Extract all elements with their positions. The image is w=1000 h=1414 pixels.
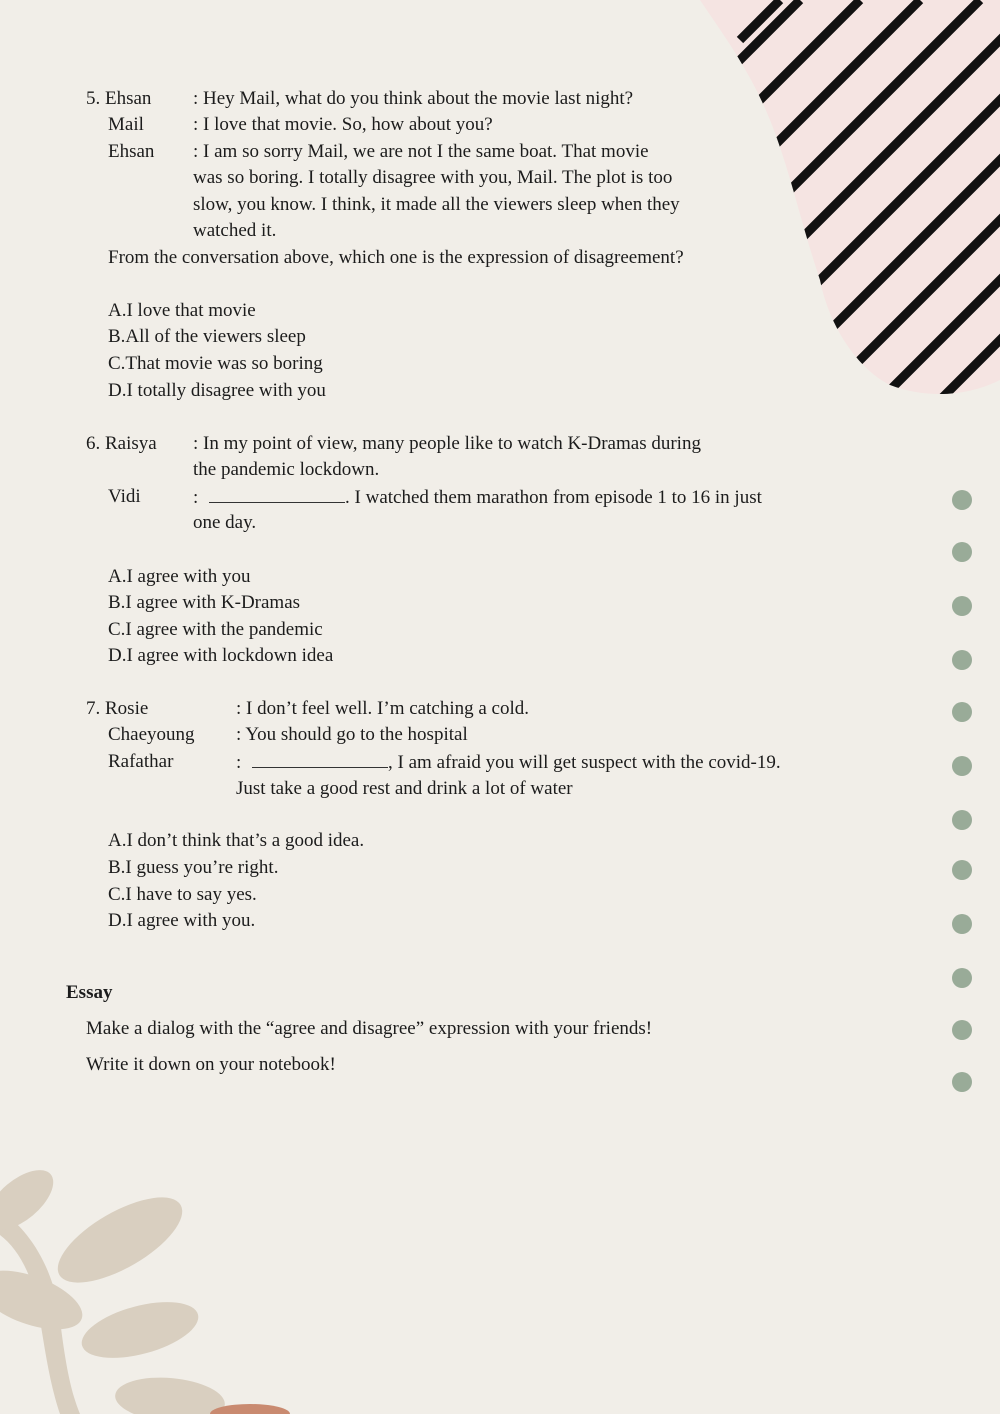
q7-option-b[interactable]: B.I guess you’re right. — [108, 857, 279, 878]
q5-line-3c: slow, you know. I think, it made all the viewers sleep when they — [193, 194, 680, 215]
q7-option-d[interactable]: D.I agree with you. — [108, 910, 256, 931]
dot — [952, 490, 972, 510]
striped-pink-shape — [700, 0, 1000, 430]
q5-option-b[interactable]: B.All of the viewers sleep — [108, 326, 306, 347]
q7-answer-line — [236, 749, 781, 776]
q5-speaker-2: Mail — [108, 114, 144, 135]
q5-question: From the conversation above, which one is the expression of disagreement? — [108, 247, 684, 268]
q6-option-d[interactable]: D.I agree with lockdown idea — [108, 645, 334, 666]
q7-line-3b: Just take a good rest and drink a lot of water — [236, 778, 573, 799]
q6-line-1b: the pandemic lockdown. — [193, 459, 380, 480]
dot — [952, 542, 972, 562]
q5-speaker-3: Ehsan — [108, 141, 155, 162]
q5-option-a[interactable]: A.I love that movie — [108, 300, 256, 321]
dot — [952, 968, 972, 988]
q6-answer-line — [193, 484, 762, 511]
q5-line-1: : Hey Mail, what do you think about the movie last night? — [193, 88, 634, 109]
q7-option-c[interactable]: C.I have to say yes. — [108, 884, 257, 905]
q7-answer-blank[interactable] — [252, 749, 388, 768]
q6-option-c[interactable]: C.I agree with the pandemic — [108, 619, 323, 640]
q6-option-a[interactable]: A.I agree with you — [108, 566, 251, 587]
q7-line-1: : I don’t feel well. I’m catching a cold. — [236, 698, 529, 719]
q7-colon: : — [236, 752, 242, 773]
q5-line-3b: was so boring. I totally disagree with you, Mail. The plot is too — [193, 167, 673, 188]
dot — [952, 702, 972, 722]
q6-colon: : — [193, 487, 199, 508]
dot — [952, 860, 972, 880]
q6-line-2b: one day. — [193, 512, 257, 533]
q5-line-3a: : I am so sorry Mail, we are not I the same boat. That movie — [193, 141, 649, 162]
dot — [952, 650, 972, 670]
q7-line-3a: , I am afraid you will get suspect with the covid-19. — [388, 752, 781, 773]
q5-number-speaker: 5. Ehsan — [86, 88, 152, 109]
essay-instruction-1: Make a dialog with the “agree and disagree” expression with your friends! — [86, 1018, 653, 1039]
q6-option-b[interactable]: B.I agree with K-Dramas — [108, 592, 301, 613]
q6-number-speaker: 6. Raisya — [86, 433, 157, 454]
q6-answer-blank[interactable] — [209, 484, 345, 503]
leaf-branch-illustration — [0, 1159, 227, 1414]
q5-option-c[interactable]: C.That movie was so boring — [108, 353, 323, 374]
essay-instruction-2: Write it down on your notebook! — [86, 1054, 336, 1075]
dot — [952, 756, 972, 776]
q5-line-2: : I love that movie. So, how about you? — [193, 114, 493, 135]
essay-heading: Essay — [66, 982, 113, 1003]
q6-line-2a: . I watched them marathon from episode 1 to 16 in just — [345, 487, 762, 508]
q7-speaker-2: Chaeyoung — [108, 724, 195, 745]
dot — [952, 596, 972, 616]
dot — [952, 810, 972, 830]
q7-line-2: : You should go to the hospital — [236, 724, 468, 745]
dot — [952, 914, 972, 934]
q5-line-3d: watched it. — [193, 220, 277, 241]
q7-number-speaker: 7. Rosie — [86, 698, 149, 719]
q6-line-1a: : In my point of view, many people like to watch K-Dramas during — [193, 433, 701, 454]
q7-speaker-3: Rafathar — [108, 751, 174, 772]
dot — [952, 1072, 972, 1092]
q6-speaker-2: Vidi — [108, 486, 141, 507]
dot — [952, 1020, 972, 1040]
q7-option-a[interactable]: A.I don’t think that’s a good idea. — [108, 830, 365, 851]
q5-option-d[interactable]: D.I totally disagree with you — [108, 380, 326, 401]
